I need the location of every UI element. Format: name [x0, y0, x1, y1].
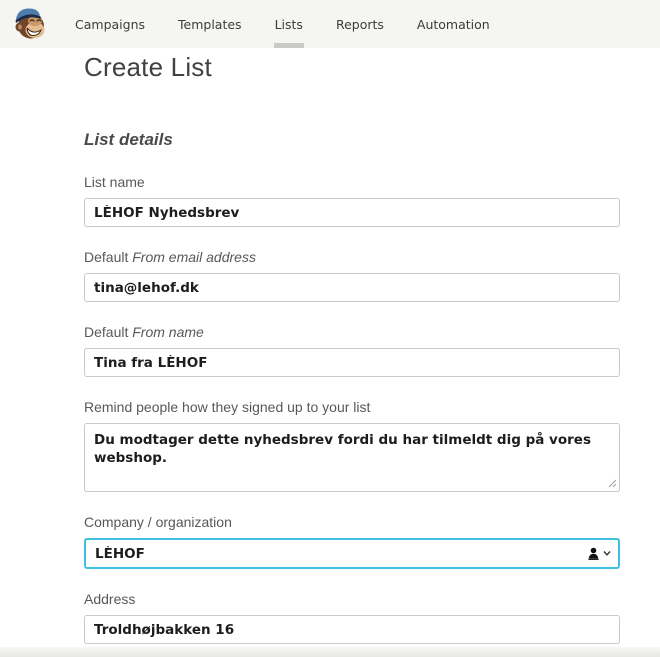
section-heading-list-details: List details: [84, 130, 173, 149]
nav-item-lists[interactable]: Lists: [275, 0, 303, 48]
field-address: [84, 591, 620, 644]
field-list-name: [84, 174, 620, 227]
nav-item-reports[interactable]: Reports: [335, 16, 384, 32]
from-email-label: [84, 249, 620, 265]
from-name-label: [84, 324, 620, 340]
signup-reminder-textarea[interactable]: [84, 423, 620, 492]
contact-picker-button[interactable]: [586, 546, 611, 561]
field-from-name: [84, 324, 620, 377]
company-label: Company / organization: [84, 514, 232, 530]
address-input[interactable]: [84, 615, 620, 644]
person-icon: [586, 546, 601, 561]
chevron-down-icon: [603, 551, 611, 557]
page-bottom-edge: [0, 647, 660, 657]
from-name-label-prefix: Default: [84, 324, 133, 340]
top-nav: [0, 0, 660, 48]
signup-reminder-label: Remind people how they signed up to your list: [84, 399, 371, 415]
company-input[interactable]: [84, 538, 620, 569]
from-email-input[interactable]: [84, 273, 620, 302]
nav-item-templates[interactable]: Templates: [178, 16, 242, 32]
field-from-email: [84, 249, 620, 302]
address-label: Address: [84, 591, 136, 607]
list-name-input[interactable]: [84, 198, 620, 227]
nav-item-campaigns[interactable]: Campaigns: [75, 16, 146, 32]
main-nav: [75, 0, 523, 48]
list-name-label: List name: [84, 174, 145, 190]
mailchimp-freddie-logo-icon[interactable]: [13, 6, 47, 42]
nav-item-automation[interactable]: Automation: [416, 16, 490, 32]
field-signup-reminder: [84, 399, 620, 492]
page-title: Create List: [84, 52, 212, 82]
from-name-input[interactable]: [84, 348, 620, 377]
create-list-form: [0, 48, 660, 644]
from-name-label-italic: From name: [132, 324, 204, 340]
field-company: [84, 514, 620, 569]
from-email-label-italic: From email address: [132, 249, 256, 265]
from-email-label-prefix: Default: [84, 249, 133, 265]
